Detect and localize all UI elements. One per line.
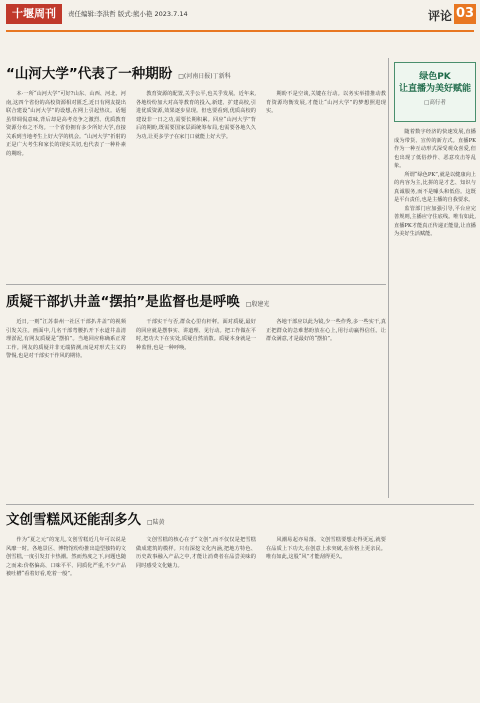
article-body [6, 318, 386, 498]
paragraph: 风潮易起亦易落。文创雪糕要想走得更远,就要在品质上下功夫,在创意上求突破,在价格上更亲民。唯有如此,这股“风”才能刮得更久。 [266, 537, 386, 560]
article-column [136, 318, 256, 498]
masthead: 十堰周刊 [6, 4, 62, 24]
article-title-text: 文创雪糕风还能刮多久 [6, 512, 141, 528]
article-byline: □陆黄 [147, 519, 165, 526]
article-2 [6, 290, 386, 500]
article-1 [6, 62, 386, 280]
sidebar-title-line: 绿色PK [419, 72, 451, 82]
article-title [6, 290, 386, 310]
article-column [6, 318, 126, 498]
article-3 [6, 508, 386, 698]
article-column [266, 90, 386, 280]
sidebar-title [395, 71, 475, 95]
article-title [6, 508, 386, 528]
paragraph: 所谓“绿色PK”,就是以健康向上的内容为主,比拼的是才艺、知识与真诚服务,而不是噱头和低俗。这既是平台责任,也是主播的自我要求。 [394, 171, 476, 203]
header-rule [6, 30, 474, 32]
article-title-text: “山河大学”代表了一种期盼 [6, 66, 173, 82]
paragraph: 近日,一则“江苏泰州一社区干部扒井盖”的视频引发关注。画面中,几名干部弯腰扒开下水道井盖清理淤泥,有网友质疑是“摆拍”。当地回应称确系正常工作。网友的质疑并非无端猜测,而是对形式主义的警惕,也是对干部实干作风的期待。 [6, 319, 126, 359]
divider [6, 284, 386, 285]
sidebar-body [394, 128, 476, 688]
paragraph: 监管部门应加强引导,平台应完善规则,主播应守住底线。唯有如此,直播PK才能真正传递正能量,让直播为美好生活赋能。 [394, 205, 476, 237]
article-column [136, 536, 256, 696]
article-byline: □殷建光 [245, 301, 270, 308]
paragraph: 作为“夏之元”的宠儿,文创雪糕近几年可以说是风靡一时。各地景区、博物馆纷纷推出造型独特的文创雪糕,一度引发打卡热潮。然而热度之下,问题也随之而来:价格偏高、口味平平、同质化严重,不少产品被吐槽“看着好看,吃着一般”。 [6, 537, 126, 577]
article-column [6, 90, 126, 280]
paragraph: 干部实干与否,群众心里有杆秤。面对质疑,最好的回应就是摆事实、讲道理、见行动。把工作做在平时,把功夫下在实处,质疑自然消散。质疑本身就是一种监督,也是一种呼唤。 [136, 319, 256, 351]
article-title [6, 62, 386, 82]
article-column [6, 536, 126, 696]
article-column [266, 318, 386, 498]
article-byline: □(河南日报)丁新科 [178, 73, 231, 80]
sidebar-title-box [394, 62, 476, 122]
paragraph: 随着数字经济的快速发展,直播成为带货、宣传的新方式。直播PK作为一种互动形式深受观众喜爱,但也出现了低俗炒作、恶意攻击等乱象。 [394, 129, 476, 169]
column-rule [388, 58, 389, 498]
paragraph: 期盼不是空谈,关键在行动。以务实举措推动教育资源均衡发展,才能让“山河大学”的梦想照进现实。 [266, 91, 386, 114]
paragraph: 文创雪糕的核心在于“文创”,而不仅仅是把雪糕做成建筑的模样。只有深挖文化内涵,把地方特色、历史故事融入产品之中,才能让消费者在品尝美味的同时感受文化魅力。 [136, 537, 256, 569]
section-name: 评论 [427, 9, 452, 23]
article-column [266, 536, 386, 696]
article-body [6, 536, 386, 696]
article-body [6, 90, 386, 280]
page-number: 03 [454, 4, 476, 24]
article-column [136, 90, 256, 280]
sidebar-author: □高行者 [424, 100, 446, 106]
sidebar-column [394, 62, 476, 688]
paragraph: 本·一所“山河大学”可好?山东、山西、河北、河南,这四个省份的高校资源相对匮乏,近日有网友提出联合建设“山河大学”的设想,在网上引起热议。话题虽带调侃意味,背后却是高考竞争之激烈、优质教育资源分布之不均。一个省份拥有多少所好大学,直接关系到当地考生上好大学的机会。“山河大学”折射的正是广大考生和家长的现实关切,也代表了一种朴素的期盼。 [6, 91, 126, 157]
page-header [0, 0, 480, 30]
sidebar-title-line: 让直播为美好赋能 [398, 84, 471, 94]
edition-meta: 责任编辑:李洪哲 版式:熊小艳 2023.7.14 [68, 10, 188, 18]
paragraph: 各地干部应以此为镜,少一些作秀,多一些实干,真正把群众的急难愁盼放在心上,用行动赢得信任。让群众满意,才是最好的“摆拍”。 [266, 319, 386, 342]
paragraph: 教育资源的配置,关乎公平,也关乎发展。近年来,各地纷纷加大对高等教育的投入,新建、扩建高校,引进优质资源,效果逐步显现。但也要看到,优质高校的建设非一日之功,需要长期积累。回应“山河大学”背后的期盼,既需要国家层面统筹布局,也需要各地久久为功,让更多学子在家门口就能上好大学。 [136, 91, 256, 140]
article-title-text: 质疑干部扒井盖“摆拍”是监督也是呼唤 [6, 294, 240, 310]
